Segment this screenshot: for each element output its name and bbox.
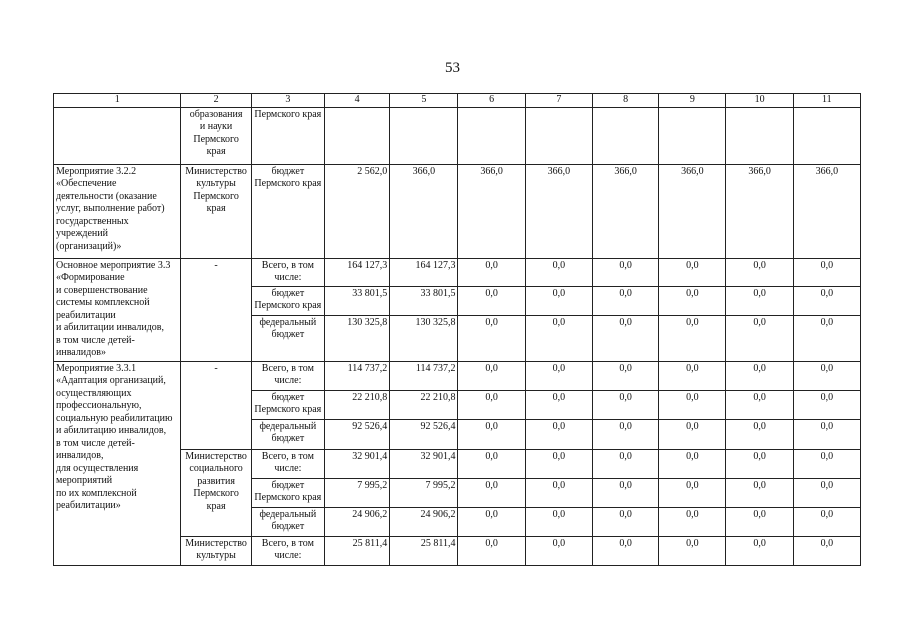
value-cell: 0,0 <box>592 286 658 315</box>
value-cell: 0,0 <box>726 419 793 449</box>
value-cell: 0,0 <box>726 449 793 478</box>
value-cell: 0,0 <box>525 315 592 361</box>
value-cell: 0,0 <box>793 258 860 286</box>
value-cell: 0,0 <box>525 478 592 507</box>
value-cell: 0,0 <box>726 536 793 565</box>
value-cell: 0,0 <box>458 536 525 565</box>
column-header: 5 <box>390 94 458 108</box>
funding-source-cell: Всего, в том числе: <box>251 449 324 478</box>
funding-source-cell: бюджет Пермского края <box>251 164 324 258</box>
value-cell: 0,0 <box>458 419 525 449</box>
value-cell: 0,0 <box>726 315 793 361</box>
value-cell: 366,0 <box>793 164 860 258</box>
activity-row-3-2-2 <box>54 164 861 258</box>
funding-source-cell: бюджет Пермского края <box>251 286 324 315</box>
value-cell: 25 811,4 <box>324 536 389 565</box>
value-cell: 0,0 <box>592 478 658 507</box>
activity-name-cell: Мероприятие 3.3.1 «Адаптация организаций, осуществляющих профессиональную, социальную реабилитацию и абилитацию инвалидов, в том числе детей- инвалидов, для осуществления мероприятий по их комплексной реабилитации» <box>54 361 181 565</box>
funding-source-cell: Всего, в том числе: <box>251 258 324 286</box>
value-cell: 0,0 <box>659 286 726 315</box>
activity-name-cell <box>54 107 181 164</box>
executor-cell: Министерство культуры <box>181 536 251 565</box>
column-header: 7 <box>525 94 592 108</box>
value-cell: 0,0 <box>458 478 525 507</box>
value-cell: 0,0 <box>726 286 793 315</box>
value-cell: 22 210,8 <box>324 390 389 419</box>
activity-name-cell: Мероприятие 3.2.2 «Обеспечение деятельности (оказание услуг, выполнение работ) государственных учреждений (организаций)» <box>54 164 181 258</box>
header-row <box>54 94 861 108</box>
value-cell: 0,0 <box>659 419 726 449</box>
value-cell: 0,0 <box>525 258 592 286</box>
executor-cell: - <box>181 258 251 361</box>
funding-source-cell: федеральный бюджет <box>251 419 324 449</box>
value-cell: 0,0 <box>659 258 726 286</box>
value-cell: 0,0 <box>592 449 658 478</box>
value-cell: 92 526,4 <box>390 419 458 449</box>
funding-source-cell: Пермского края <box>251 107 324 164</box>
value-cell: 0,0 <box>525 419 592 449</box>
value-cell <box>592 107 658 164</box>
value-cell: 164 127,3 <box>324 258 389 286</box>
column-header: 9 <box>659 94 726 108</box>
value-cell: 0,0 <box>793 315 860 361</box>
value-cell: 0,0 <box>726 507 793 536</box>
value-cell: 25 811,4 <box>390 536 458 565</box>
value-cell: 0,0 <box>793 361 860 390</box>
value-cell: 366,0 <box>592 164 658 258</box>
value-cell <box>458 107 525 164</box>
column-header: 3 <box>251 94 324 108</box>
value-cell <box>659 107 726 164</box>
value-cell: 0,0 <box>458 286 525 315</box>
value-cell: 0,0 <box>592 315 658 361</box>
value-cell: 0,0 <box>659 449 726 478</box>
column-header: 1 <box>54 94 181 108</box>
value-cell: 0,0 <box>726 478 793 507</box>
value-cell: 0,0 <box>793 478 860 507</box>
value-cell: 24 906,2 <box>324 507 389 536</box>
budget-table <box>53 93 861 566</box>
value-cell: 366,0 <box>726 164 793 258</box>
value-cell: 0,0 <box>726 258 793 286</box>
value-cell: 0,0 <box>659 536 726 565</box>
value-cell: 0,0 <box>726 361 793 390</box>
value-cell: 0,0 <box>659 315 726 361</box>
executor-cell: - <box>181 361 251 449</box>
value-cell: 0,0 <box>525 361 592 390</box>
value-cell: 0,0 <box>659 361 726 390</box>
value-cell: 0,0 <box>793 419 860 449</box>
value-cell: 7 995,2 <box>390 478 458 507</box>
value-cell: 33 801,5 <box>324 286 389 315</box>
value-cell: 0,0 <box>793 390 860 419</box>
value-cell: 0,0 <box>525 536 592 565</box>
value-cell: 0,0 <box>525 286 592 315</box>
continuation-row <box>54 107 861 164</box>
value-cell: 0,0 <box>458 258 525 286</box>
executor-cell: образования и науки Пермского края <box>181 107 251 164</box>
value-cell: 0,0 <box>726 390 793 419</box>
value-cell <box>726 107 793 164</box>
value-cell: 0,0 <box>458 361 525 390</box>
value-cell: 0,0 <box>525 449 592 478</box>
column-header: 4 <box>324 94 389 108</box>
value-cell <box>793 107 860 164</box>
value-cell: 164 127,3 <box>390 258 458 286</box>
value-cell <box>390 107 458 164</box>
column-header: 11 <box>793 94 860 108</box>
column-header: 10 <box>726 94 793 108</box>
value-cell: 32 901,4 <box>324 449 389 478</box>
funding-source-cell: Всего, в том числе: <box>251 536 324 565</box>
value-cell: 0,0 <box>525 390 592 419</box>
value-cell <box>324 107 389 164</box>
executor-cell: Министерство социального развития Пермского края <box>181 449 251 536</box>
value-cell: 0,0 <box>458 507 525 536</box>
value-cell: 0,0 <box>793 286 860 315</box>
value-cell <box>525 107 592 164</box>
value-cell: 0,0 <box>592 390 658 419</box>
value-cell: 0,0 <box>458 315 525 361</box>
value-cell: 366,0 <box>525 164 592 258</box>
value-cell: 92 526,4 <box>324 419 389 449</box>
value-cell: 0,0 <box>592 361 658 390</box>
value-cell: 7 995,2 <box>324 478 389 507</box>
value-cell: 0,0 <box>592 258 658 286</box>
funding-source-cell: Всего, в том числе: <box>251 361 324 390</box>
value-cell: 0,0 <box>592 536 658 565</box>
value-cell: 0,0 <box>458 449 525 478</box>
funding-source-cell: федеральный бюджет <box>251 507 324 536</box>
value-cell: 0,0 <box>592 507 658 536</box>
value-cell: 0,0 <box>793 507 860 536</box>
value-cell: 0,0 <box>592 419 658 449</box>
activity-name-cell: Основное мероприятие 3.3 «Формирование и совершенствование системы комплексной реабилитации и абилитации инвалидов, в том числе детей- инвалидов» <box>54 258 181 361</box>
value-cell: 0,0 <box>793 536 860 565</box>
executor-cell: Министерство культуры Пермского края <box>181 164 251 258</box>
value-cell: 24 906,2 <box>390 507 458 536</box>
value-cell: 2 562,0 <box>324 164 389 258</box>
value-cell: 0,0 <box>525 507 592 536</box>
page-number: 53 <box>445 60 460 76</box>
column-header: 6 <box>458 94 525 108</box>
funding-source-cell: бюджет Пермского края <box>251 478 324 507</box>
value-cell: 0,0 <box>659 507 726 536</box>
value-cell: 0,0 <box>659 390 726 419</box>
value-cell: 22 210,8 <box>390 390 458 419</box>
value-cell: 0,0 <box>659 478 726 507</box>
value-cell: 0,0 <box>793 449 860 478</box>
funding-source-cell: федеральный бюджет <box>251 315 324 361</box>
value-cell: 33 801,5 <box>390 286 458 315</box>
column-header: 8 <box>592 94 658 108</box>
value-cell: 114 737,2 <box>390 361 458 390</box>
activity-row-3-3-1 <box>54 361 861 390</box>
value-cell: 130 325,8 <box>390 315 458 361</box>
value-cell: 366,0 <box>458 164 525 258</box>
value-cell: 114 737,2 <box>324 361 389 390</box>
value-cell: 366,0 <box>659 164 726 258</box>
funding-source-cell: бюджет Пермского края <box>251 390 324 419</box>
value-cell: 366,0 <box>390 164 458 258</box>
column-header: 2 <box>181 94 251 108</box>
activity-row-3-3 <box>54 258 861 286</box>
value-cell: 32 901,4 <box>390 449 458 478</box>
value-cell: 0,0 <box>458 390 525 419</box>
value-cell: 130 325,8 <box>324 315 389 361</box>
